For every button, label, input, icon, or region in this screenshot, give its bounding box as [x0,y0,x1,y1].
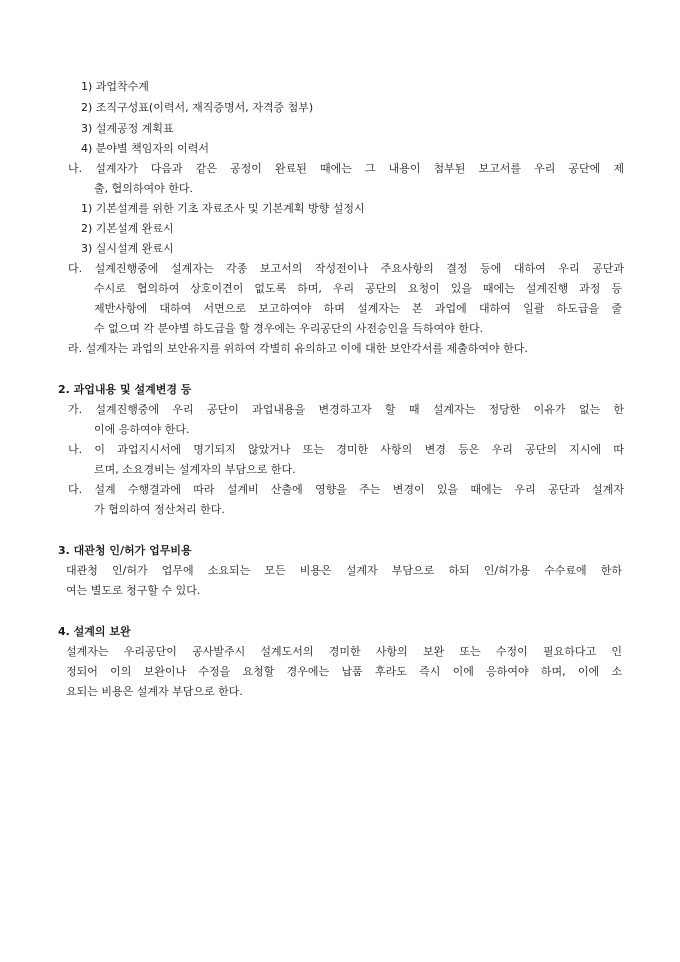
section-heading: 3. 대관청 인/허가 업무비용 [58,544,192,557]
list-item: 1) 기본설계를 위한 기초 자료조사 및 기본계획 방향 설정시 [81,202,365,215]
paragraph-line: 출, 협의하여야 한다. [94,182,193,195]
paragraph-line: 가 협의하여 정산처리 한다. [94,503,225,516]
paragraph-line: 다. 설계진행중에 설계자는 각종 보고서의 작성전이나 주요사항의 결정 등에 대하여 우리 공단과 [68,262,624,275]
paragraph-line: 르며, 소요경비는 설계자의 부담으로 한다. [94,463,296,476]
list-item: 2) 기본설계 완료시 [81,222,174,235]
paragraph-line: 설계자는 우리공단이 공사발주시 설계도서의 경미한 사항의 보완 또는 수정이 필요하다고 인 [66,645,622,658]
list-item: 1) 과업착수계 [81,80,149,93]
paragraph-line: 나. 이 과업지시서에 명기되지 않았거나 또는 경미한 사항의 변경 등은 우리 공단의 지시에 따 [68,443,624,456]
list-item: 4) 분야별 책임자의 이력서 [81,142,210,155]
paragraph-line: 나. 설계자가 다음과 같은 공정이 완료된 때에는 그 내용이 첨부된 보고서를 우리 공단에 제 [68,162,624,175]
section-heading: 4. 설계의 보완 [58,625,131,638]
paragraph-line: 여는 별도로 청구할 수 있다. [66,584,201,597]
paragraph-line: 가. 설계진행중에 우리 공단이 과업내용을 변경하고자 할 때 설계자는 정당한 이유가 없는 한 [68,403,624,416]
list-item: 3) 실시설계 완료시 [81,242,174,255]
paragraph-line: 라. 설계자는 과업의 보안유지를 위하여 각별히 유의하고 이에 대한 보안각서를 제출하여야 한다. [68,342,528,355]
paragraph-line: 수시로 협의하여 상호이견이 없도록 하며, 우리 공단의 요청이 있을 때에는 설계진행 과정 등 [94,282,622,295]
paragraph-line: 대관청 인/허가 업무에 소요되는 모든 비용은 설계자 부담으로 하되 인/허가용 수수료에 한하 [66,564,622,577]
list-item: 2) 조직구성표(이력서, 재직증명서, 자격증 첨부) [81,101,314,114]
paragraph-line: 다. 설계 수행결과에 따라 설계비 산출에 영향을 주는 변경이 있을 때에는 우리 공단과 설계자 [68,483,624,496]
section-heading: 2. 과업내용 및 설계변경 등 [58,383,192,396]
paragraph-line: 정되어 이의 보완이나 수정을 요청할 경우에는 납품 후라도 즉시 이에 응하여야 하며, 이에 소 [66,665,622,678]
paragraph-line: 이에 응하여야 한다. [94,423,190,436]
list-item: 3) 설계공정 계획표 [81,122,174,135]
paragraph-line: 제반사항에 대하여 서면으로 보고하여야 하며 설계자는 본 과업에 대하여 일괄 하도급을 줄 [94,302,622,315]
paragraph-line: 수 없으며 각 분야별 하도급을 할 경우에는 우리공단의 사전승인을 득하여야 한다. [94,322,484,335]
paragraph-line: 요되는 비용은 설계자 부담으로 한다. [66,685,243,698]
